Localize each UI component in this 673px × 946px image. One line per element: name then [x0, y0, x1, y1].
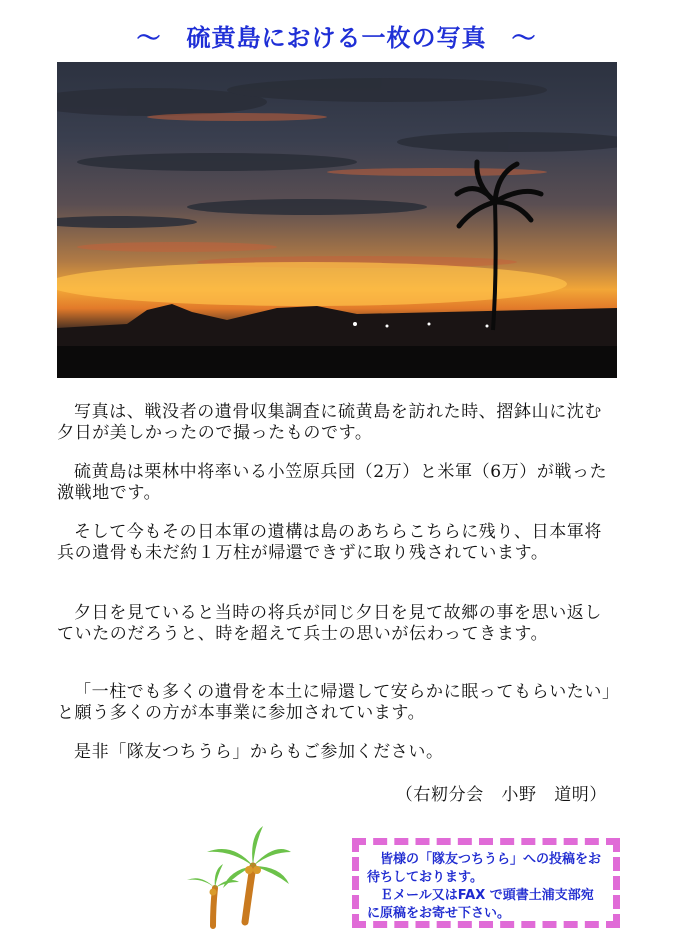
notice-line-2: Ｅメール又はFAX で頭書土浦支部宛に原稿をお寄せ下さい。: [367, 888, 594, 921]
paragraph-5: 「一柱でも多くの遺骨を本土に帰還して安らかに眠ってもらいたい」と願う多くの方が本事業に参加されています。: [57, 682, 612, 723]
submission-notice-box: [352, 838, 620, 928]
paragraph-4: 夕日を見ていると当時の将兵が同じ夕日を見て故郷の事を思い返していたのだろうと、時を超えて兵士の思いが伝わってきます。: [57, 603, 602, 644]
sunset-scene-graphic: [57, 62, 617, 378]
paragraph-1: 写真は、戦没者の遺骨収集調査に硫黄島を訪れた時、摺鉢山に沈む夕日が美しかったので撮ったものです。: [57, 402, 602, 443]
paragraph-2: 硫黄島は栗林中将率いる小笠原兵団（2万）と米軍（6万）が戦った激戦地です。: [57, 462, 608, 503]
sunset-photo: [57, 62, 617, 378]
palm-tree-illustration: [183, 822, 293, 932]
notice-line-1: 皆様の「隊友つちうら」への投稿をお待ちしております。: [367, 852, 602, 885]
page-title: ～ 硫黄島における一枚の写真 ～: [136, 23, 537, 52]
paragraph-3: そして今もその日本軍の遺構は島のあちらこちらに残り、日本軍将兵の遺骨も未だ約１万柱が帰還できずに取り残されています。: [57, 522, 602, 563]
paragraph-6: 是非「隊友つちうら」からもご参加ください。: [74, 742, 444, 762]
author-signature: （右籾分会 小野 道明）: [395, 785, 607, 805]
